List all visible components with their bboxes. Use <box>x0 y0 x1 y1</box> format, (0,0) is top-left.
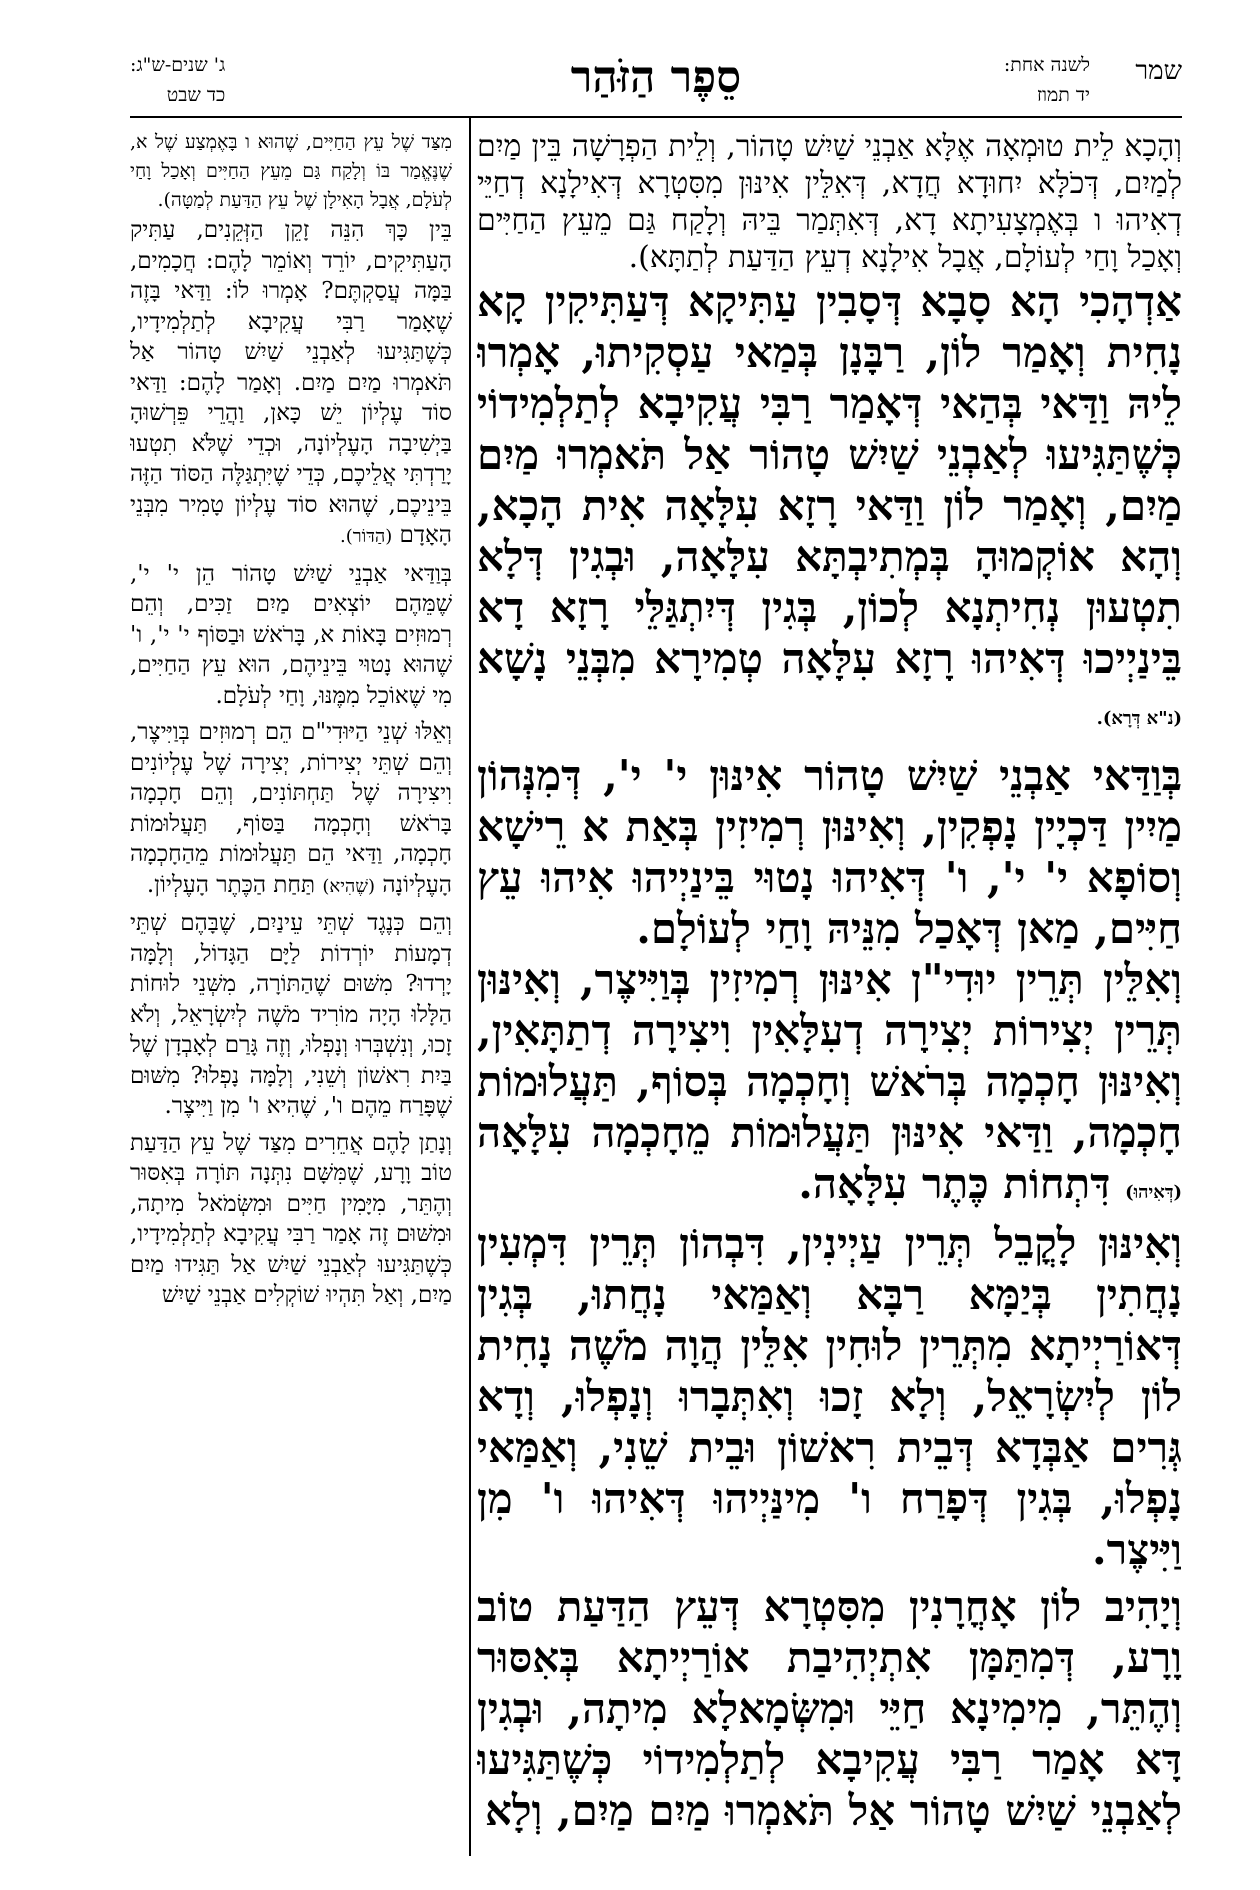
hebrew-note: (שֶׁהִיא) <box>322 875 376 897</box>
hebrew-paragraph: וְהֵם כְּנֶגֶד שְׁתֵּי עֵינַיִם, שֶׁבָּהֶם שְׁתֵּי דְמָעוֹת יוֹרְדוֹת לַיָּם הַגָּדוֹל, וְלָמָּה יָרְדוּ? מִשּׁוּם שֶׁהַתּוֹרָה, מִשְּׁנֵי לוּחוֹת הַלָּלוּ הָיָה מוֹרִיד מֹשֶׁה לְיִשְׂרָאֵל, וְלֹא זָכוּ, וְנִשְׁבְּרוּ וְנָפְלוּ, וְזֶה גָּרַם לְאָבְדָן שֶׁל בַּיִת רִאשׁוֹן וְשֵׁנִי, וְלָמָּה נָפְלוּ? מִשּׁוּם שֶׁפָּרַח מֵהֶם ו', שֶׁהִיא ו' מִן וַיִּיצֶר. <box>130 910 452 1119</box>
header-rule <box>130 116 1182 118</box>
aramaic-paragraph <box>477 954 1182 1218</box>
schedule-one-year-label: לשנה אחת: <box>1003 54 1090 76</box>
aramaic-paragraph: וְאִינּוּן לָקֳבֵל תְּרֵין עַיְינִין, דִּבְהוֹן תְּרֵין דִּמְעִין נָחֲתִין בְּיַמָּא רַבָּא וְאַמַּאי נָחֲתוּ, בְּגִין דְּאוֹרַיְיתָא מִתְּרֵין לוּחִין אִלֵּין הֲוָה מֹשֶׁה נָחִית לוֹן לְיִשְׂרָאֵל, וְלָא זָכוּ וְאִתְּבָרוּ וְנָפְלוּ, וְדָא גְּרִים אַבְּדָא דְּבֵית רִאשׁוֹן וּבֵית שֵׁנִי, וְאַמַּאי נָפְלוּ, בְּגִין דְּפָרַח ו' מִינַּיְיהוּ דְּאִיהוּ ו' מִן וַיִּיצֶר. <box>477 1219 1182 1574</box>
hebrew-column <box>130 128 452 1848</box>
aramaic-paragraph: וְיָהִיב לוֹן אָחֳרָנִין מִסִּטְרָא דְּעֵץ הַדַּעַת טוֹב וָרָע, דְּמִתַּמָּן אִתְיְהִיבַת אוֹרַיְיתָא בְּאִסּוּר וְהֶתֵּר, מִימִינָא חַיֵּי וּמִשְּׂמָאלָא מִיתָה, וּבְגִין דָּא אָמַר רַבִּי עֲקִיבָא לְתַלְמִידוֹי כְּשֶׁתַּגִּיעוּ לְאַבְנֵי שַׁיִשׁ טָהוֹר אַל תֹּאמְרוּ מַיִם מַיִם, וְלָא <box>477 1582 1182 1835</box>
schedule-one-year <box>1004 50 1090 110</box>
aramaic-paragraph <box>477 276 1182 744</box>
aramaic-paragraph-text: וְאִלֵּין תְּרֵין יוּדִי"ן אִינּוּן רְמִיזִין בְּוַיִּיצֶר, וְאִינּוּן תְּרֵין יְצִירוֹת יְצִירָה דְעִלָּאִין וִיצִירָה דְתַתָּאִין, וְאִינּוּן חָכְמָה בְּרֹאשׁ וְחָכְמָה בְּסוֹף, תַּעֲלוּמוֹת חָכְמָה, וַדַּאי אִינּוּן תַּעֲלוּמוֹת מֵחָכְמָה עִלָּאָה <box>477 955 1182 1157</box>
hebrew-paragraph-text: בֵּין כָּךְ הִנֵּה זָקֵן הַזְּקֵנִים, עַתִּיק הָעַתִּיקִים, יוֹרֵד וְאוֹמֵר לָהֶם: חֲכָמִים, בַּמָּה עֲסַקְתֶּם? אָמְרוּ לוֹ: וַדַּאי בָּזֶה שֶׁאָמַר רַבִּי עֲקִיבָא לְתַלְמִידָיו, כְּשֶׁתַּגִּיעוּ לְאַבְנֵי שַׁיִשׁ טָהוֹר אַל תֹּאמְרוּ מַיִם מַיִם. וְאָמַר לָהֶם: וַדַּאי סוֹד עֶלְיוֹן יֵשׁ כָּאן, וַהֲרֵי פֵּרְשׁוּהָ בַּיְשִׁיבָה הָעֶלְיוֹנָה, וּכְדֵי שֶׁלֹּא תִטְעוּ יָרַדְתִּי אֲלֵיכֶם, כְּדֵי שֶׁיִּתְגַּלֶּה הַסּוֹד הַזֶּה בֵּינֵיכֶם, שֶׁהוּא סוֹד עֶלְיוֹן טָמִיר מִבְּנֵי הָאָדָם <box>130 217 452 548</box>
aramaic-note: (דְּאִיהוּ) <box>1125 1182 1182 1203</box>
hebrew-paragraph-tail: תַּחַת הַכֶּתֶר הָעֶלְיוֹן. <box>146 871 316 898</box>
aramaic-note: (נ"א דְּרָא). <box>1096 708 1182 729</box>
hebrew-note: (הַדּוֹר). <box>340 526 393 547</box>
schedule-three-years-date: כד שבט <box>166 84 226 106</box>
hebrew-paragraph: וְנָתַן לָהֶם אֲחֵרִים מִצַּד שֶׁל עֵץ הַדַּעַת טוֹב וָרָע, שֶׁמִּשָּׁם נִתְּנָה תּוֹרָה בְּאִסּוּר וְהֶתֵּר, מִיָּמִין חַיִּים וּמִשְּׂמֹאל מִיתָה, וּמִשּׁוּם זֶה אָמַר רַבִּי עֲקִיבָא לְתַלְמִידָיו, כְּשֶׁתַּגִּיעוּ לְאַבְנֵי שַׁיִשׁ אַל תַּגִּידוּ מַיִם מַיִם, וְאַל תִּהְיוּ שׁוֹקְלִים אַבְנֵי שַׁיִשׁ <box>130 1129 452 1308</box>
aramaic-paragraph-tail: דִּתְחוֹת כֶּתֶר עִלָּאָה. <box>798 1159 1111 1208</box>
column-divider <box>469 118 471 1856</box>
page-header <box>130 48 1182 118</box>
book-title: סֵפֶר הַזֹּהַר <box>570 52 742 103</box>
hebrew-paragraph-text: וְאֵלּוּ שְׁנֵי הַיּוּדִי"ם הֵם רְמוּזִים בְּוַיִּיצֶר, וְהֵם שְׁתֵּי יְצִירוֹת, יְצִירָה שֶׁל עֶלְיוֹנִים וִיצִירָה שֶׁל תַּחְתּוֹנִים, וְהֵם חָכְמָה בָּרֹאשׁ וְחָכְמָה בַּסּוֹף, תַּעֲלוּמוֹת חָכְמָה, וַדַּאי הֵם תַּעֲלוּמוֹת מֵהַחָכְמָה הָעֶלְיוֹנָה <box>130 719 452 898</box>
aramaic-paragraph-text: אַדְהָכִי הָא סָבָא דְּסָבִין עַתִּיקָא דְּעַתִּיקִין קָא נָחִית וְאָמַר לוֹן, רַבָּנָן בְּמַאי עַסְקִיתוּ, אָמְרוּ לֵיהּ וַדַּאי בְּהַאי דְּאָמַר רַבִּי עֲקִיבָא לְתַלְמִידוֹי כְּשֶׁתַּגִּיעוּ לְאַבְנֵי שַׁיִשׁ טָהוֹר אַל תֹּאמְרוּ מַיִם מַיִם, וְאָמַר לוֹן וַדַּאי רָזָא עִלָּאָה אִית הָכָא, וְהָא אוֹקְמוּהָ בְּמְתִיבְתָּא עִלָּאָה, וּבְגִין דְּלָא תִטְעוּן נְחִיתְנָא לְכוֹן, בְּגִין דְּיִתְגַּלֵּי רָזָא דָא בֵּינַיְיכוּ דְּאִיהוּ רָזָא עִלָּאָה טְמִירָא מִבְּנֵי נָשָׁא <box>477 277 1182 683</box>
hebrew-paragraph <box>130 215 452 553</box>
schedule-three-years-label: ג' שנים-ש"ג: <box>130 54 226 76</box>
aramaic-column <box>477 128 1182 1848</box>
schedule-one-year-date: יד תמוז <box>1036 84 1090 106</box>
parsha-tag: שמר <box>1135 56 1182 86</box>
hebrew-paragraph <box>130 717 452 902</box>
schedule-three-years <box>130 50 225 110</box>
aramaic-intro: וְהָכָא לֵית טוּמְאָה אֶלָּא אַבְנֵי שַׁיִשׁ טָהוֹר, וְלֵית הַפְרָשָׁה בֵּין מַיִם לְמַיִם, דְּכֹלָּא יִחוּדָא חֲדָא, דְּאִלֵּין אִינּוּן מִסִּטְרָא דְּאִילָנָא דְחַיֵּי דְאִיהוּ ו בְּאֶמְצָעִיתָא דָא, דְּאִתְּמַר בֵּיהּ וְלָקַח גַּם מֵעֵץ הַחַיִּים וְאָכַל וָחַי לְעוֹלָם, אֲבָל אִילָנָא דְעֵץ הַדַּעַת לְתַתָּא). <box>477 129 1182 275</box>
hebrew-intro: מִצַּד שֶׁל עֵץ הַחַיִּים, שֶׁהוּא ו בָּאֶמְצַע שֶׁל א, שֶׁנֶּאֱמַר בּוֹ וְלָקַח גַּם מֵעֵץ הַחַיִּים וְאָכַל וָחַי לְעֹלָם, אֲבָל הָאִילָן שֶׁל עֵץ הַדַּעַת לְמַטָּה). <box>130 131 452 211</box>
hebrew-paragraph: בְּוַדַּאי אַבְנֵי שַׁיִשׁ טָהוֹר הֵן י' י', שֶׁמֵּהֶם יוֹצְאִים מַיִם זַכִּים, וְהֵם רְמוּזִים בָּאוֹת א, בָּרֹאשׁ וּבַסּוֹף י' י', ו' שֶׁהוּא נָטוּי בֵּינֵיהֶם, הוּא עֵץ הַחַיִּים, מִי שֶׁאוֹכֵל מִמֶּנּוּ, וָחַי לְעֹלָם. <box>130 560 452 709</box>
aramaic-paragraph: בְּוַדַּאי אַבְנֵי שַׁיִשׁ טָהוֹר אִינּוּן י' י', דְּמִנְּהוֹן מַיִין דַּכְיָין נָפְקִין, וְאִינּוּן רְמִיזִין בְּאַת א רֵישָׁא וְסוֹפָא י' י', ו' דְּאִיהוּ נָטוּי בֵּינַיְיהוּ אִיהוּ עֵץ חַיִּים, מַאן דְּאָכַל מִנֵּיהּ וָחַי לְעוֹלָם. <box>477 751 1182 953</box>
